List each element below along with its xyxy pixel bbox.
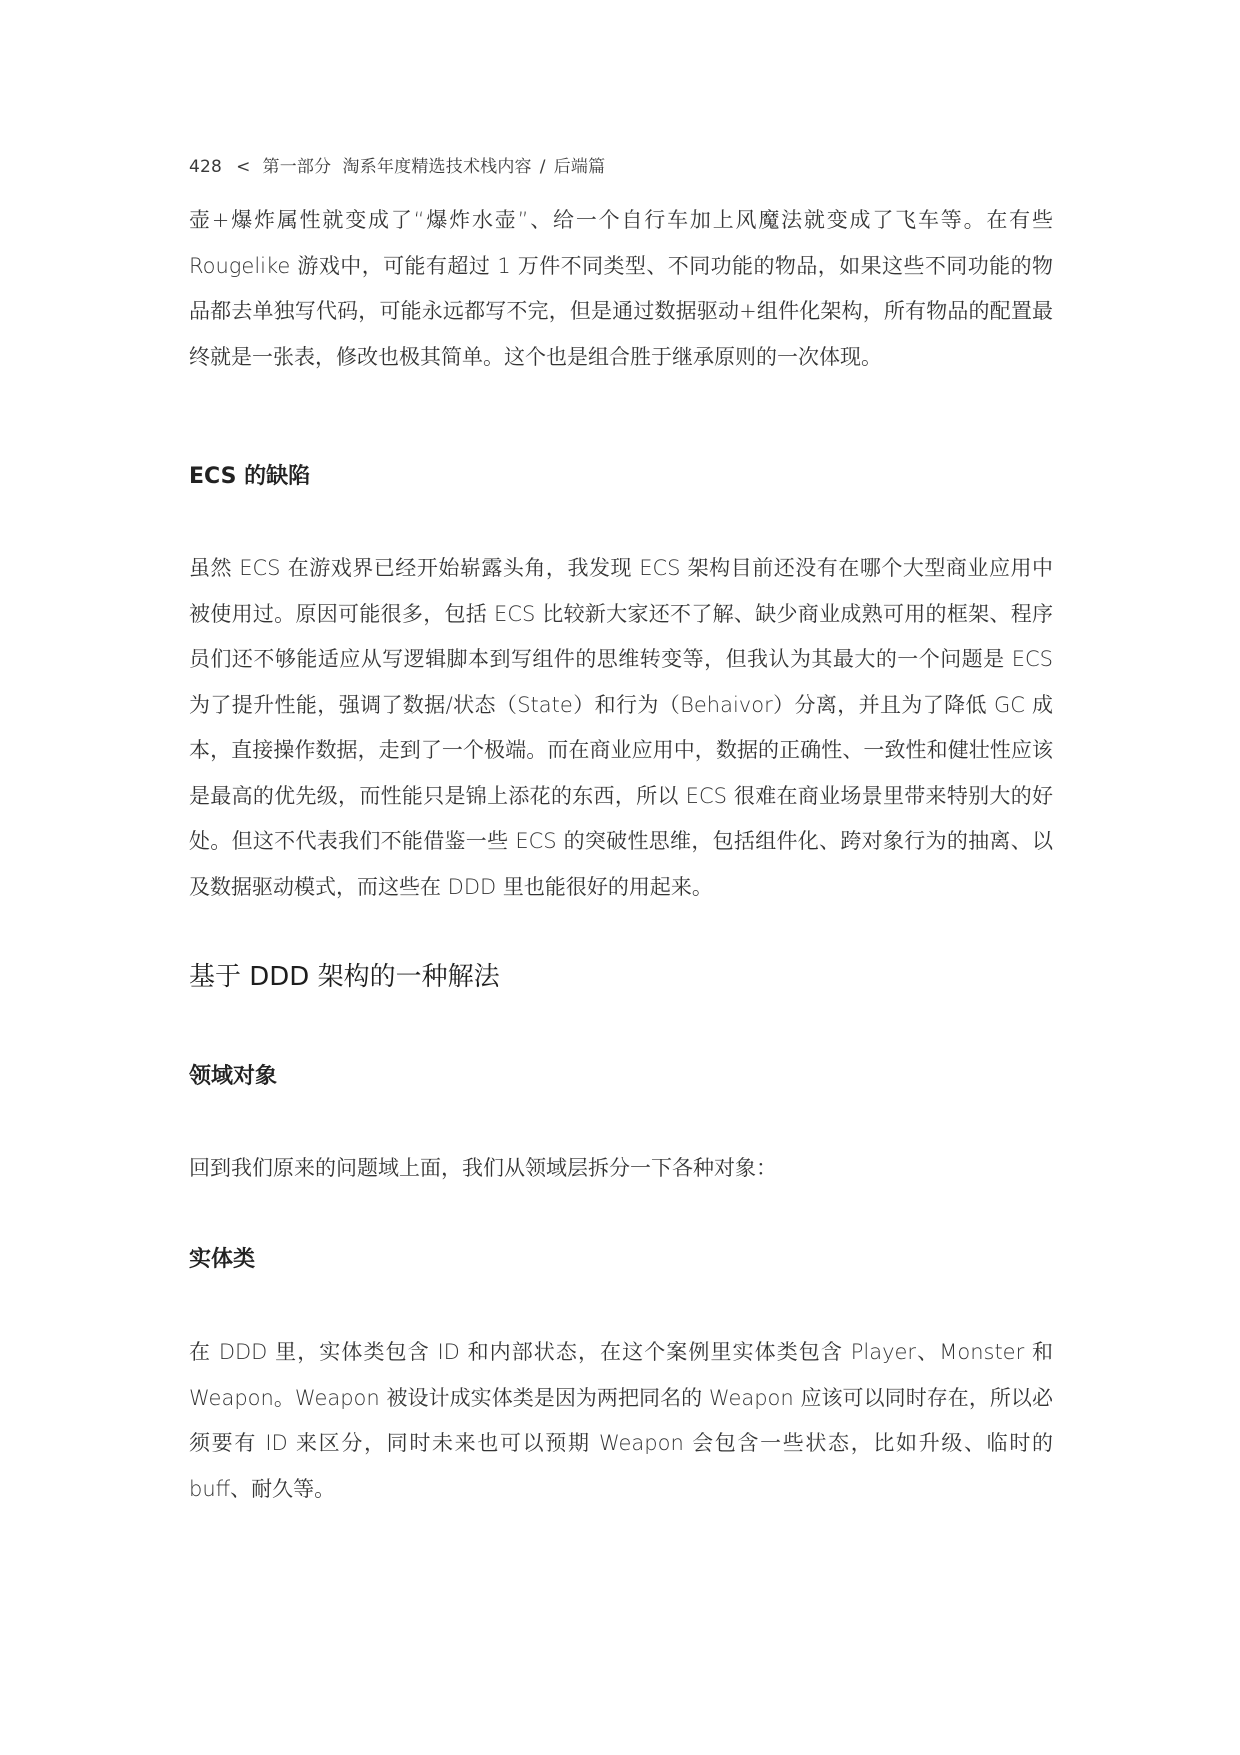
ecs-flaws-heading-block [189,462,1053,492]
page-number: 428 [189,157,223,177]
ddd-solution-heading: 基于 DDD 架构的一种解法 [189,962,500,992]
ddd-solution-heading-block [189,960,1053,994]
domain-objects-paragraph-block [189,1146,1053,1192]
entity-paragraph-block [189,1330,1053,1512]
intro-paragraph-block [189,198,1053,380]
intro-paragraph: 壶+爆炸属性就变成了“爆炸水壶”、给一个自行车加上风魔法就变成了飞车等。在有些 Rougelike 游戏中，可能有超过 1 万件不同类型、不同功能的物品，如果这些不同功能的物品都去单独写代码，可能永远都写不完，但是通过数据驱动+组件化架构，所有物品的配置最终就是一张表，修改也极其简单。这个也是组合胜于继承原则的一次体现。 [189,208,1053,369]
ecs-flaws-heading: ECS 的缺陷 [189,464,311,489]
entity-paragraph: 在 DDD 里，实体类包含 ID 和内部状态，在这个案例里实体类包含 Player、Monster 和 Weapon。Weapon 被设计成实体类是因为两把同名的 Weapon 应该可以同时存在，所以必须要有 ID 来区分，同时未来也可以预期 Weapon 会包含一些状态，比如升级、临时的 buff、耐久等。 [189,1340,1053,1501]
entity-heading-block [189,1245,1053,1275]
ecs-flaws-paragraph: 虽然 ECS 在游戏界已经开始崭露头角，我发现 ECS 架构目前还没有在哪个大型商业应用中被使用过。原因可能很多，包括 ECS 比较新大家还不了解、缺少商业成熟可用的框架、程序员们还不够能适应从写逻辑脚本到写组件的思维转变等，但我认为其最大的一个问题是 ECS 为了提升性能，强调了数据/状态（State）和行为（Behaivor）分离，并且为了降低 GC 成本，直接操作数据，走到了一个极端。而在商业应用中，数据的正确性、一致性和健壮性应该是最高的优先级，而性能只是锦上添花的东西，所以 ECS 很难在商业场景里带来特别大的好处。但这不代表我们不能借鉴一些 ECS 的突破性思维，包括组件化、跨对象行为的抽离、以及数据驱动模式，而这些在 DDD 里也能很好的用起来。 [189,556,1053,899]
part-label: 第一部分 [262,157,332,177]
header-separator: < [236,157,251,177]
running-header [189,152,605,177]
domain-objects-paragraph: 回到我们原来的问题域上面，我们从领域层拆分一下各种对象： [189,1156,777,1180]
header-slash: / [539,157,546,177]
domain-objects-heading: 领域对象 [189,1064,278,1089]
book-title: 淘系年度精选技术栈内容 [342,157,532,177]
domain-objects-heading-block [189,1062,1053,1092]
entity-heading: 实体类 [189,1247,256,1272]
ecs-flaws-paragraph-block [189,546,1053,910]
chapter-label: 后端篇 [553,157,606,177]
